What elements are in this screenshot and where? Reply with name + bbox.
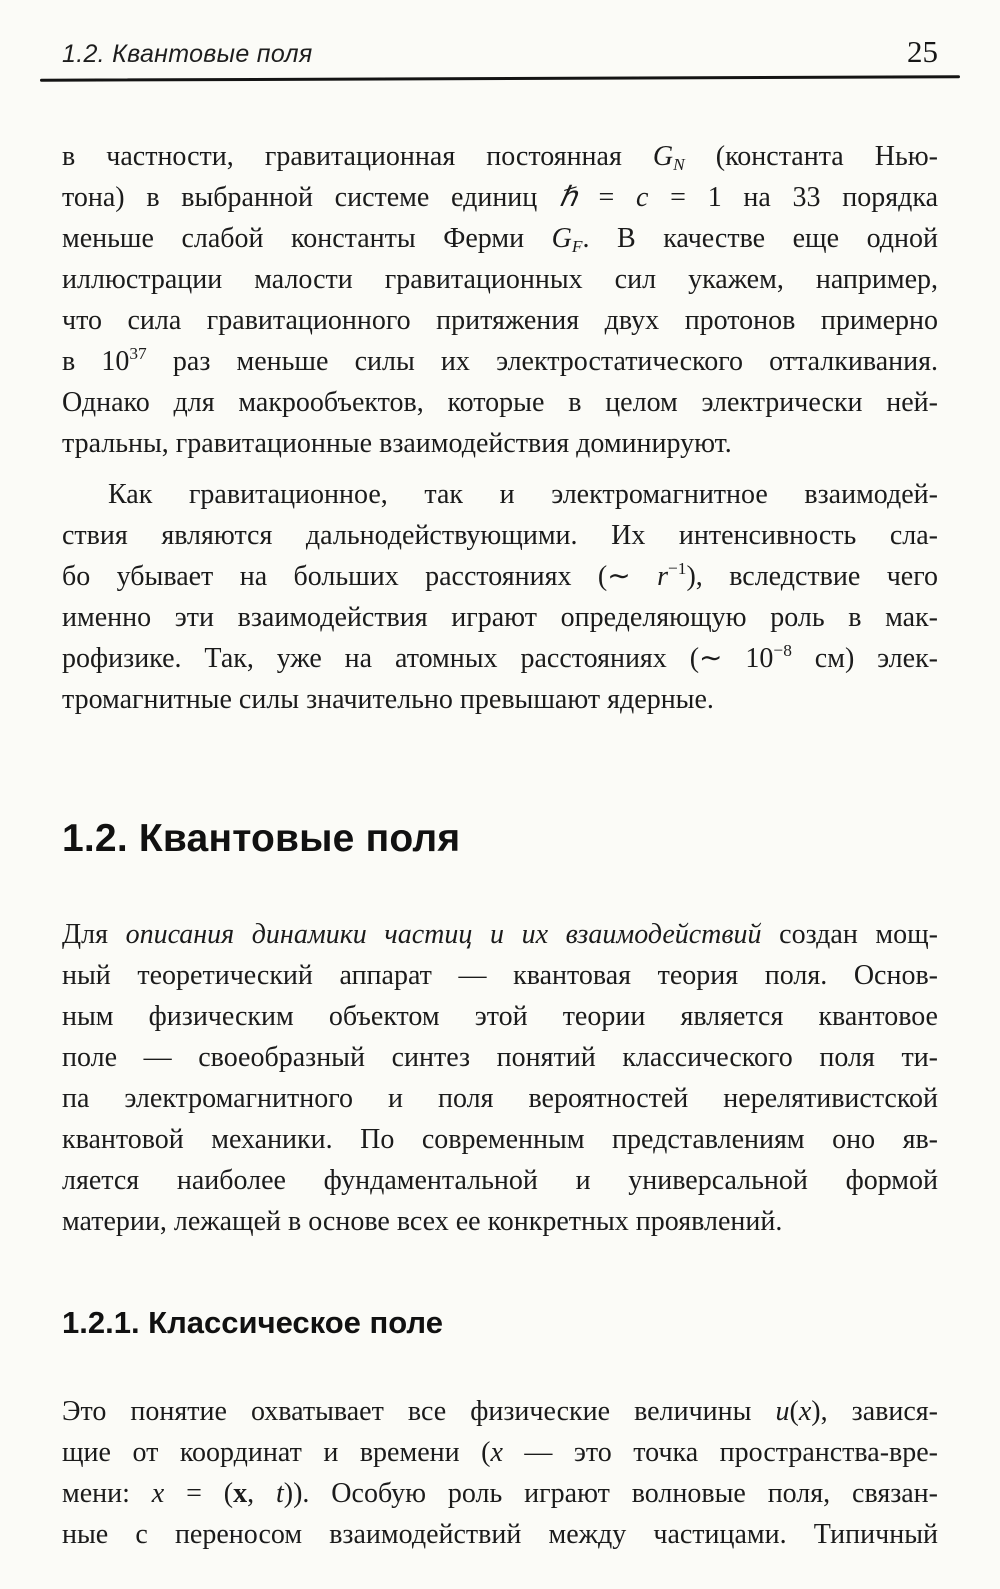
text-line: Это понятие охватывает все физические величины u(x), завися- [62, 1396, 938, 1427]
section-heading-quantum-fields: 1.2. Квантовые поля [62, 817, 461, 860]
running-title: 1.2. Квантовые поля [62, 40, 313, 68]
para-classical-field-definition [62, 1391, 938, 1555]
text-line: рофизике. Так, уже на атомных расстояниях (∼ $10^{-8}$ см) элек- [62, 641, 938, 674]
text-line: па электромагнитного и поля вероятностей нерелятивистской [62, 1083, 938, 1114]
text-line: именно эти взаимодействия играют определяющую роль в мак- [62, 602, 938, 633]
para-gravitational-constant [62, 136, 938, 464]
text-line: бо убывает на больших расстояниях (∼ $r^{-1}$), вследствие чего [62, 559, 938, 592]
text-line: иллюстрации малости гравитационных сил укажем, например, [62, 264, 938, 295]
text-line: в $10^{37}$ раз меньше силы их электростатического отталкивания. [62, 344, 938, 377]
text-line: что сила гравитационного притяжения двух протонов примерно [62, 305, 938, 336]
header-divider [40, 75, 960, 82]
text-line: ствия являются дальнодействующими. Их интенсивность сла- [62, 520, 938, 551]
page-number: 25 [907, 34, 938, 69]
text-line: меньше слабой константы Ферми GF. В качестве еще одной [62, 223, 938, 256]
text-line: ляется наиболее фундаментальной и универсальной формой [62, 1165, 938, 1196]
text-line: тральны, гравитационные взаимодействия доминируют. [62, 428, 732, 459]
para-quantum-field-theory [62, 914, 938, 1242]
text-line: поле — своеобразный синтез понятий классического поля ти- [62, 1042, 938, 1073]
text-line: мени: x = (x, t)). Особую роль играют волновые поля, связан- [62, 1478, 938, 1509]
page-header [62, 34, 938, 70]
text-line: ным физическим объектом этой теории является квантовое [62, 1001, 938, 1032]
text-line: ный теоретический аппарат — квантовая теория поля. Основ- [62, 960, 938, 991]
text-line: Для описания динамики частиц и их взаимодействий создан мощ- [62, 919, 938, 950]
subsection-heading-classical-field: 1.2.1. Классическое поле [62, 1305, 443, 1340]
text-line: материи, лежащей в основе всех ее конкретных проявлений. [62, 1206, 783, 1237]
text-line: Однако для макрообъектов, которые в целом электрически ней- [62, 387, 938, 418]
text-line: в частности, гравитационная постоянная GN (константа Нью- [62, 141, 938, 174]
text-line: тромагнитные силы значительно превышают ядерные. [62, 684, 714, 715]
para-long-range-interactions [62, 474, 938, 720]
text-line: тона) в выбранной системе единиц ℏ = c = 1 на 33 порядка [62, 182, 938, 213]
text-line: Как гравитационное, так и электромагнитное взаимодей- [108, 479, 938, 510]
content [62, 136, 938, 1555]
text-line: ные с переносом взаимодействий между частицами. Типичный [62, 1519, 938, 1550]
text-line: квантовой механики. По современным представлениям оно яв- [62, 1124, 938, 1155]
text-line: щие от координат и времени (x — это точка пространства-вре- [62, 1437, 938, 1468]
